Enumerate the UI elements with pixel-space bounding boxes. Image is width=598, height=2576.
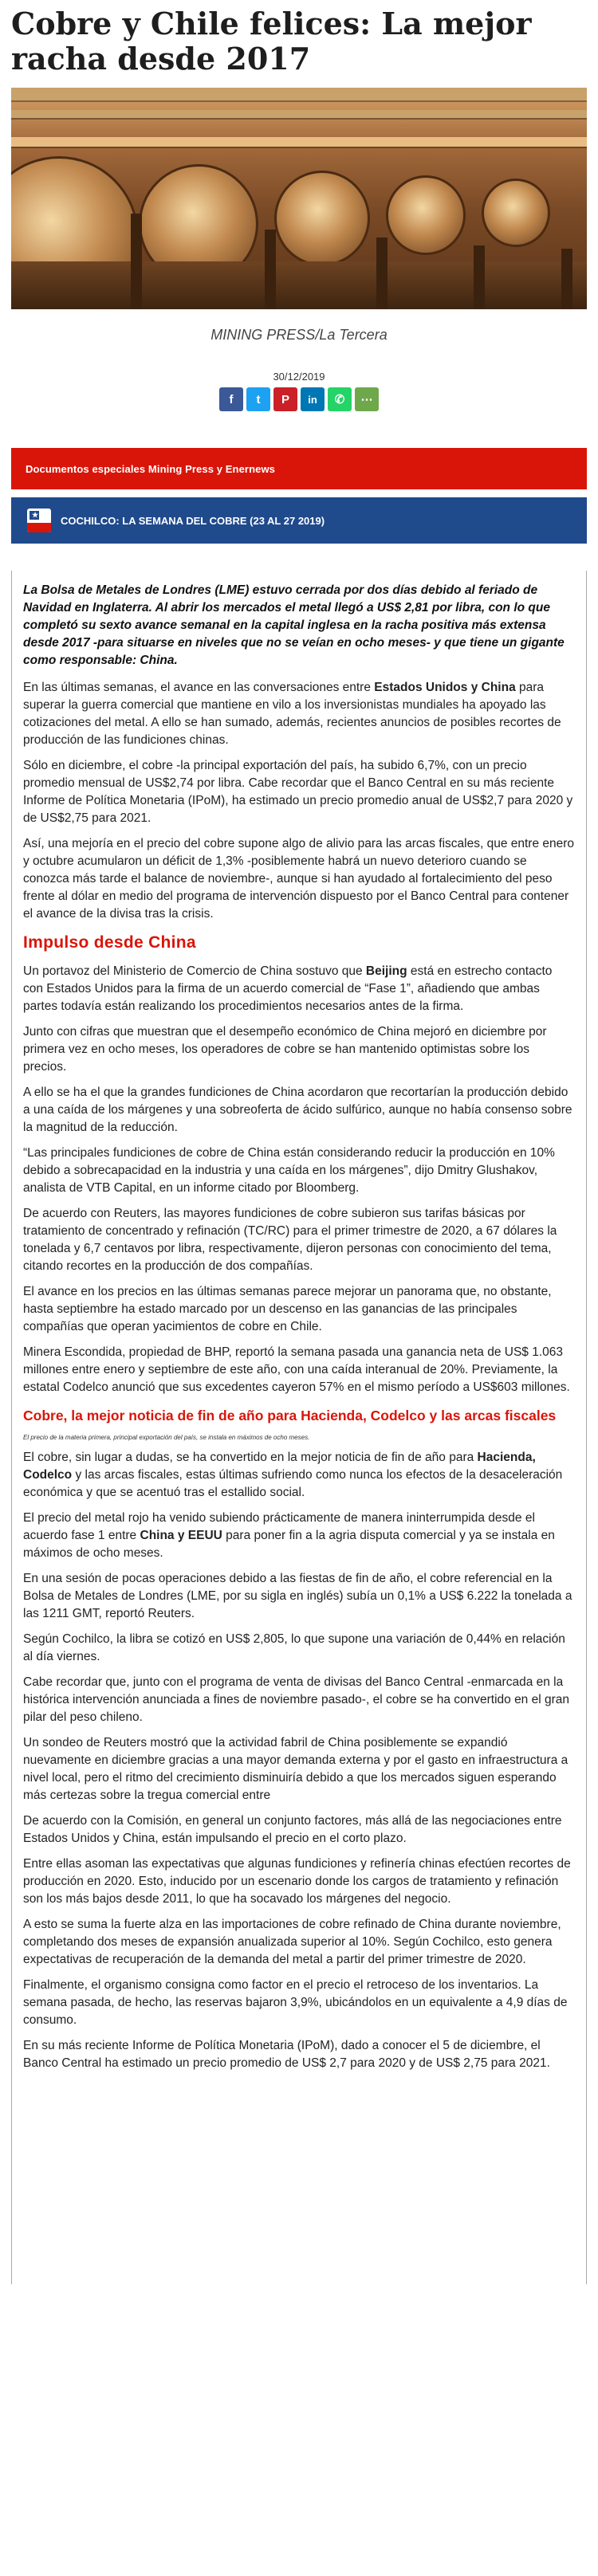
article-lead: La Bolsa de Metales de Londres (LME) estuvo cerrada por dos días debido al feriado de Navidad en Inglaterra. Al abrir los mercados el metal llegó a US$ 2,81 por libra, con lo que completó su sexto avance semanal en la capital inglesa en la racha positiva más extensa desde 2017 -para situarse en niveles que no se veían en ocho meses- y que tiene un gigante como responsable: China.: [23, 583, 565, 667]
article-source: MINING PRESS/La Tercera: [210, 327, 388, 343]
paragraph: Sólo en diciembre, el cobre -la principal exportación del país, ha subido 6,7%, con un precio promedio mensual de US$2,74 por libra. Cabe recordar que el Banco Central en su más reciente Informe de Política Monetaria (IPoM), ha estimado un precio promedio anual de US$2,7 para 2020 y de US$2,75 para 2021.: [23, 759, 573, 825]
more-share-icon[interactable]: ⋯: [355, 387, 379, 411]
pinterest-icon[interactable]: P: [273, 387, 297, 411]
paragraph: El precio del metal rojo ha venido subiendo prácticamente de manera ininterrumpida desde el acuerdo fase 1 entre China y EEUU para poner fin a la agria disputa comercial y ya se instala en máximos de ocho meses.: [23, 1511, 555, 1560]
cochilco-logo-icon: ★: [27, 509, 51, 532]
section-heading: Cobre, la mejor noticia de fin de año para Hacienda, Codelco y las arcas fiscales: [23, 1408, 557, 1423]
hero-image: [11, 88, 587, 309]
facebook-icon[interactable]: f: [219, 387, 243, 411]
cochilco-banner[interactable]: [11, 497, 587, 544]
paragraph: Así, una mejoría en el precio del cobre supone algo de alivio para las arcas fiscales, que entre enero y octubre acumularon un déficit de 1,3% -posiblemente habrá un nuevo deterioro cuando se conozca más tarde el balance de noviembre-, aunque si han ayudado al fortalecimiento del peso frente al dólar en medio del programa de intervención dispuesto por el Banco Central para contener el avance de la divisa tras la crisis.: [23, 837, 575, 921]
paragraph: Un portavoz del Ministerio de Comercio de China sostuvo que Beijing está en estrecho contacto con Estados Unidos para la firma de un acuerdo comercial de “Fase 1”, añadiendo que ambas partes todavía están realizando los procedimientos necesarios antes de la firma.: [23, 964, 553, 1013]
linkedin-icon[interactable]: in: [301, 387, 325, 411]
paragraph: Minera Escondida, propiedad de BHP, reportó la semana pasada una ganancia neta de US$ 1.063 millones entre enero y septiembre de este año, con una caída interanual de 20%. Previamente, la estatal Codelco anunció que sus excedentes cayeron 57% en el mismo período a US$603 millones.: [23, 1345, 570, 1394]
paragraph: Cabe recordar que, junto con el programa de venta de divisas del Banco Central -enmarcada en la histórica intervención anunciada a fines de noviembre pasado-, el cobre se ha convertido en el gran pilar del peso chileno.: [23, 1675, 570, 1724]
paragraph: “Las principales fundiciones de cobre de China están considerando reducir la producción en 10% debido a sobrecapacidad en la industria y una caída en los márgenes”, dijo Dmitry Glushakov, analista de VTB Capital, en un informe citado por Bloomberg.: [23, 1146, 555, 1195]
article-title: Cobre y Chile felices: La mejor racha desde 2017: [11, 6, 532, 77]
paragraph: Según Cochilco, la libra se cotizó en US$ 2,805, lo que supone una variación de 0,44% en relación al día viernes.: [23, 1632, 565, 1663]
special-documents-banner[interactable]: Documentos especiales Mining Press y Enernews: [11, 448, 587, 489]
paragraph: A esto se suma la fuerte alza en las importaciones de cobre refinado de China durante noviembre, completando dos meses de expansión anualizada superior al 10%. Según Cochilco, esto genera expectativas de recuperación de la demanda del metal a partir del primer trimestre de 2020.: [23, 1918, 561, 1966]
cochilco-banner-label: COCHILCO: LA SEMANA DEL COBRE (23 AL 27 2019): [61, 514, 325, 527]
twitter-icon[interactable]: t: [246, 387, 270, 411]
paragraph: Entre ellas asoman las expectativas que algunas fundiciones y refinería chinas efectúen recortes de producción en 2020. Esto, inducido por un escenario donde los cargos de tratamiento y refinación son los más bajos desde 2011, lo que ha socavado los márgenes del negocio.: [23, 1857, 571, 1906]
article-date: 30/12/2019: [273, 371, 325, 383]
paragraph: Un sondeo de Reuters mostró que la actividad fabril de China posiblemente se expandió nuevamente en diciembre gracias a una mayor demanda externa y por el gasto en infraestructura a nivel local, pero el ritmo del crecimiento disminuiría debido a que los mercados siguen esperando más certezas sobre la tregua comercial entre: [23, 1736, 568, 1802]
paragraph: De acuerdo con la Comisión, en general un conjunto factores, más allá de las negociaciones entre Estados Unidos y China, están impulsando el precio en el corto plazo.: [23, 1814, 562, 1845]
share-bar: [0, 387, 598, 411]
paragraph: El cobre, sin lugar a dudas, se ha convertido en la mejor noticia de fin de año para Hacienda, Codelco y las arcas fiscales, estas últimas sufriendo como nunca los efectos de la desaceleración económica y que se acentuó tras el estallido social.: [23, 1451, 563, 1499]
paragraph: De acuerdo con Reuters, las mayores fundiciones de cobre subieron sus tarifas básicas por tratamiento de concentrado y refinación (TC/RC) para el primer trimestre de 2020, a 67 dólares la tonelada y 6,7 centavos por libra, respectivamente, dijeron personas con conocimiento del tema, citando recortes en la producción de dos compañías.: [23, 1207, 557, 1273]
paragraph: Finalmente, el organismo consigna como factor en el precio el retroceso de los inventarios. La semana pasada, de hecho, las reservas bajaron 3,9%, ubicándolos en un equivalente a 4,9 días de consumo.: [23, 1978, 568, 2027]
paragraph: En las últimas semanas, el avance en las conversaciones entre Estados Unidos y China para superar la guerra comercial que mantiene en vilo a los inversionistas mundiales ha apoyado las cotizaciones del metal. A ello se han sumado, además, recientes anuncios de posibles recortes de producción de las fundiciones chinas.: [23, 681, 561, 747]
section-heading: Impulso desde China: [23, 933, 196, 952]
paragraph: A ello se ha el que la grandes fundiciones de China acordaron que recortarían la producción debido a una caída de los márgenes y una sobreoferta de ácido sulfúrico, aunque no había consenso sobre la magnitud de la reducción.: [23, 1086, 572, 1134]
article-body: [11, 571, 587, 2284]
paragraph: El avance en los precios en las últimas semanas parece mejorar un panorama que, no obstante, hasta septiembre ha estado marcado por un descenso en las ganancias de las principales compañías que operan yacimientos de cobre en Chile.: [23, 1285, 552, 1333]
image-caption: El precio de la materia primera, principal exportación del país, se instala en máximos de ocho meses.: [23, 1434, 310, 1441]
paragraph: En una sesión de pocas operaciones debido a las fiestas de fin de año, el cobre referencial en la Bolsa de Metales de Londres (LME, por su sigla en inglés) subía un 0,1% a US$ 6.222 la tonelada a las 1211 GMT, reportó Reuters.: [23, 1572, 572, 1620]
paragraph: Junto con cifras que muestran que el desempeño económico de China mejoró en diciembre por primera vez en ocho meses, los operadores de cobre se han mantenido optimistas sobre los precios.: [23, 1025, 547, 1074]
whatsapp-icon[interactable]: ✆: [328, 387, 352, 411]
paragraph: En su más reciente Informe de Política Monetaria (IPoM), dado a conocer el 5 de diciembre, el Banco Central ha estimado un precio promedio de US$ 2,7 para 2020 y de US$ 2,75 para 2021.: [23, 2039, 550, 2070]
